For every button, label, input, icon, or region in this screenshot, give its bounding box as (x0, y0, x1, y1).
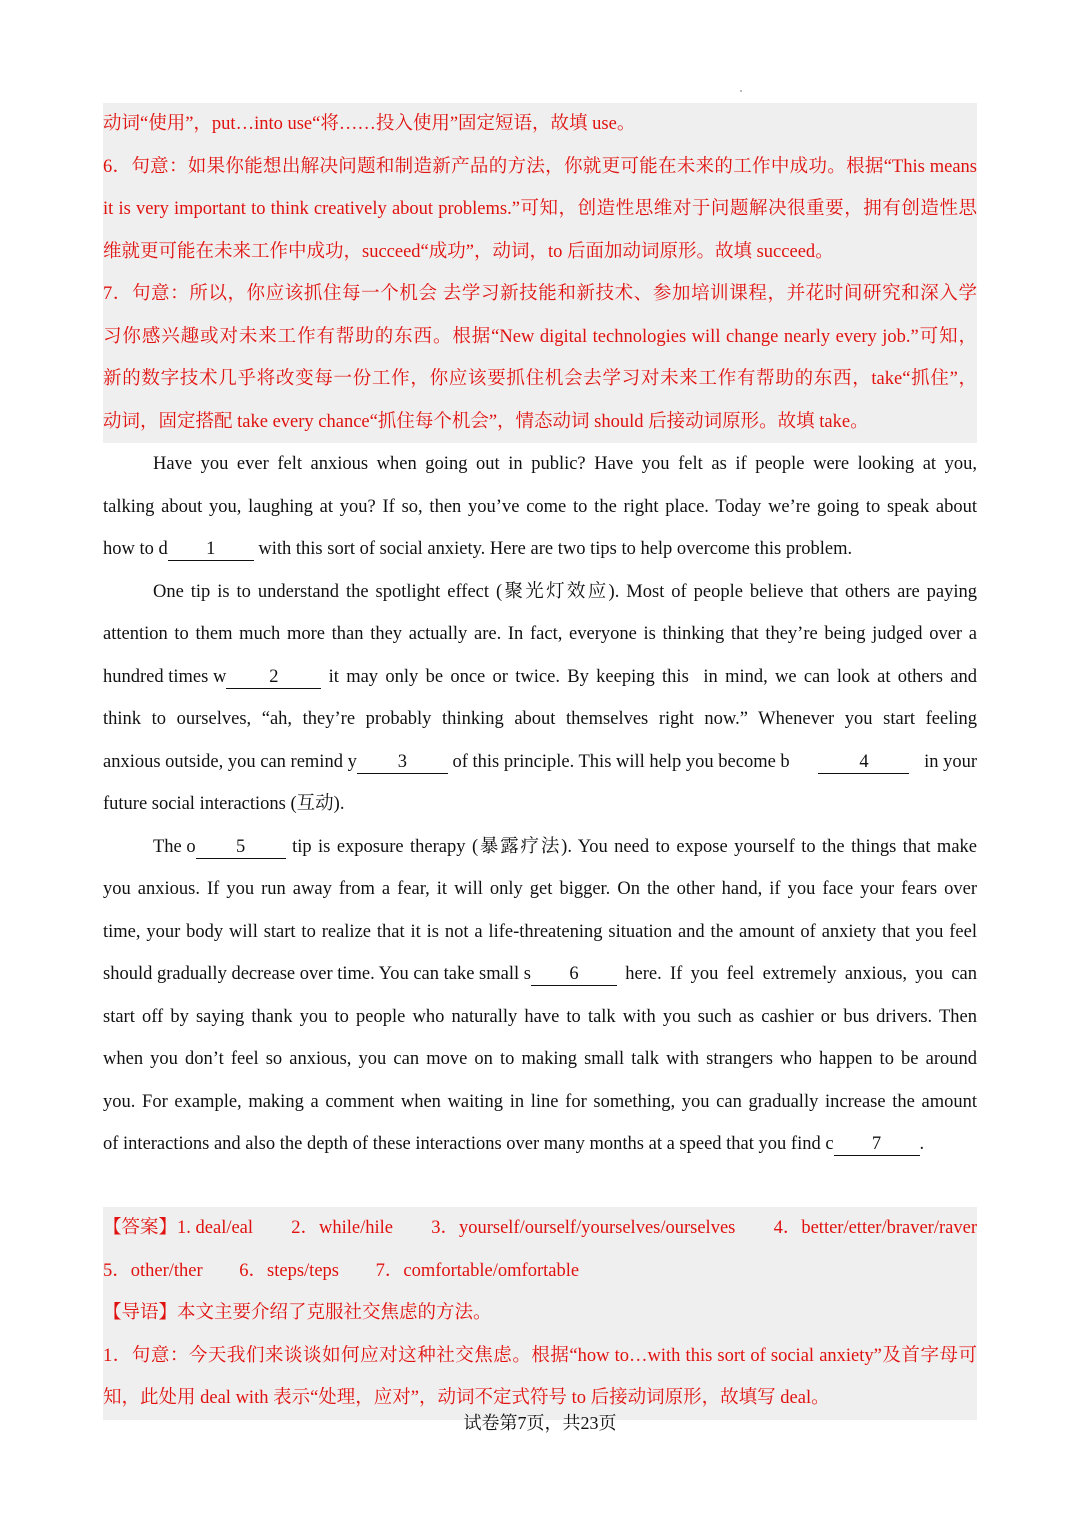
passage-text: hundred times w (103, 666, 227, 687)
passage-text: of this principle. This will help you become b (447, 751, 790, 772)
passage-line (103, 741, 977, 784)
explanation-block-top (103, 103, 977, 443)
passage-line: time, your body will start to realize that it is not a life-threatening situation and the amount of anxiety that you feel (103, 921, 977, 942)
passage-text: should gradually decrease over time. You can take small s (103, 964, 531, 984)
reading-passage (103, 443, 977, 1166)
explanation-line: 动词，固定搭配 take every chance“抓住每个机会”，情态动词 should 后接动词原形。故填 take。 (103, 411, 869, 432)
answer-item: 2．while/hile (291, 1218, 393, 1238)
passage-line (103, 1123, 977, 1166)
passage-text: here. If you feel extremely anxious, you can (616, 964, 977, 984)
passage-text: anxious outside, you can remind y (103, 751, 357, 772)
blank-5[interactable]: 5 (196, 836, 286, 859)
guide-label: 【导语】 (103, 1303, 178, 1323)
passage-line (103, 528, 977, 571)
answer-item: 4．better/etter/braver/raver (773, 1218, 977, 1238)
guide-line (103, 1292, 977, 1335)
passage-line: think to ourselves, “ah, they’re probably thinking about themselves right now.” Whenever you start feeling (103, 709, 977, 729)
passage-line: future social interactions (互动). (103, 794, 345, 814)
answer-item: 6．steps/teps (239, 1260, 339, 1281)
answer-line (103, 1207, 977, 1250)
stray-mark (740, 90, 742, 92)
passage-line (103, 826, 977, 869)
passage-line: Have you ever felt anxious when going out in public? Have you felt as if people were looking at you, (153, 454, 977, 474)
passage-line: when you don’t feel so anxious, you can move on to making small talk with strangers who happen to be around (103, 1049, 977, 1069)
passage-text: of interactions and also the depth of these interactions over many months at a speed that you find c (103, 1134, 834, 1154)
passage-text: with this sort of social anxiety. Here are two tips to help overcome this problem. (253, 539, 853, 559)
explanation-line: 习你感兴趣或对未来工作有帮助的东西。根据“New digital technologies will change nearly every job.”可知， (103, 326, 977, 347)
passage-line (103, 656, 977, 699)
explanation-line: 1．句意：今天我们来谈谈如何应对这种社交焦虑。根据“how to…with this sort of social anxiety”及首字母可 (103, 1345, 977, 1366)
passage-text: it may only be once or twice. By keeping this in mind, we can look at others and (321, 666, 977, 687)
answer-item: 7．comfortable/omfortable (375, 1260, 580, 1281)
passage-line: talking about you, laughing at you? If so, then you’ve come to the right place. Today we’re going to speak about (103, 496, 977, 517)
answer-item: 5．other/ther (103, 1260, 203, 1281)
passage-text: in your (919, 751, 977, 772)
answer-line (103, 1250, 977, 1293)
answer-label: 【答案】 (103, 1218, 178, 1238)
explanation-line: 7．句意：所以，你应该抓住每一个机会 去学习新技能和新技术、参加培训课程，并花时间研究和深入学 (103, 284, 977, 304)
passage-line: One tip is to understand the spotlight effect (聚光灯效应). Most of people believe that others are paying (153, 581, 977, 602)
blank-3[interactable]: 3 (357, 751, 448, 774)
passage-line (103, 953, 977, 996)
explanation-line: 维就更可能在未来工作中成功，succeed“成功”，动词，to 后面加动词原形。故填 succeed。 (103, 241, 834, 262)
passage-text: tip is exposure therapy (暴露疗法). You need to expose yourself to the things that make (285, 836, 977, 857)
explanation-line: it is very important to think creatively about problems.”可知，创造性思维对于问题解决很重要，拥有创造性思 (103, 199, 977, 219)
passage-text: how to d (103, 539, 168, 559)
page-footer: 试卷第7页，共23页 (463, 1413, 617, 1433)
explanation-line: 6．句意：如果你能想出解决问题和制造新产品的方法，你就更可能在未来的工作中成功。根据“This means (103, 156, 977, 177)
passage-line: you. For example, making a comment when waiting in line for something, you can gradually increase the amount (103, 1091, 977, 1112)
passage-text: . (919, 1134, 925, 1154)
blank-4[interactable]: 4 (818, 751, 909, 774)
blank-2[interactable]: 2 (226, 666, 321, 689)
blank-7[interactable]: 7 (834, 1133, 920, 1156)
answer-block-bottom (103, 1207, 977, 1420)
answer-item: 1. deal/eal (177, 1218, 254, 1238)
explanation-line: 知，此处用 deal with 表示“处理，应对”，动词不定式符号 to 后接动词原形，故填写 deal。 (103, 1388, 830, 1408)
blank-1[interactable]: 1 (168, 538, 254, 561)
passage-line: attention to them much more than they actually are. In fact, everyone is thinking that they’re being judged over a (103, 624, 977, 644)
passage-line: start off by saying thank you to people who naturally have to talk with you such as cashier or bus drivers. Then (103, 1006, 977, 1027)
guide-text: 本文主要介绍了克服社交焦虑的方法。 (177, 1303, 492, 1323)
blank-6[interactable]: 6 (531, 963, 617, 986)
passage-line: you anxious. If you run away from a fear, it will only get bigger. On the other hand, if you face your fears over (103, 879, 977, 899)
explanation-line: 新的数字技术几乎将改变每一份工作，你应该要抓住机会去学习对未来工作有帮助的东西，take“抓住”， (103, 369, 977, 389)
answer-item: 3．yourself/ourself/yourselves/ourselves (431, 1218, 736, 1238)
passage-text: The o (153, 836, 196, 857)
answer-group (103, 1207, 253, 1250)
explanation-line: 动词“使用”，put…into use“将……投入使用”固定短语，故填 use。 (103, 114, 636, 134)
